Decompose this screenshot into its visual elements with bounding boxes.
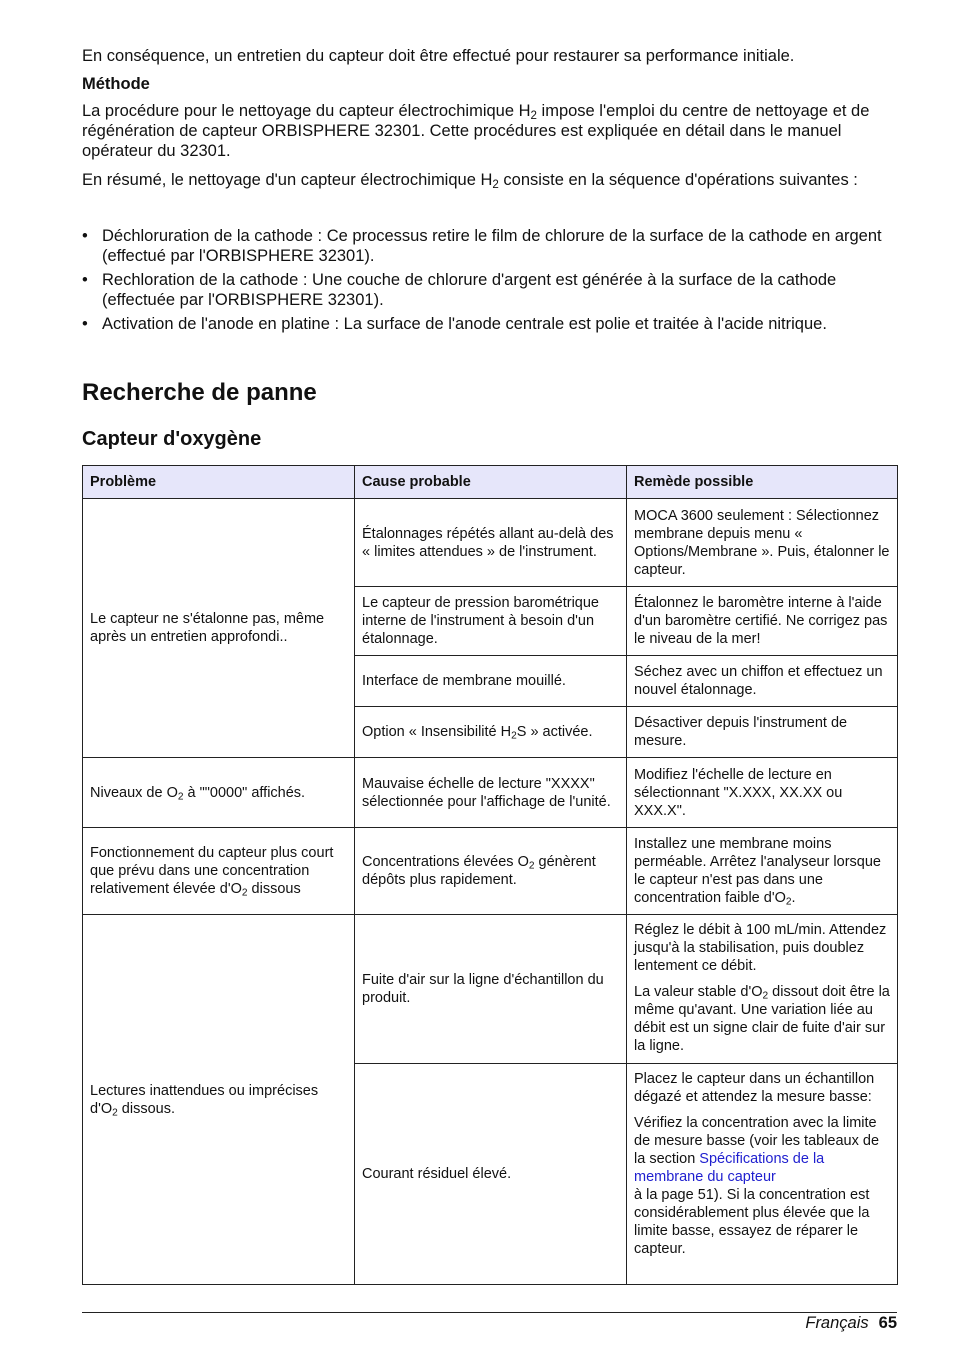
text-run: impose l'emploi du centre de nettoyage et de régénération de capteur ORBISPHERE 32301. Cette procédures est expliquée en détail dans le manuel opérateur du 32301. bbox=[82, 102, 870, 160]
text-run: S » activée. bbox=[516, 724, 593, 740]
remedy-cell: MOCA 3600 seulement : Sélectionnez membrane depuis menu « Options/Membrane ». Puis, étalonner le capteur. bbox=[627, 499, 898, 587]
problem-cell bbox=[83, 828, 355, 915]
table-row bbox=[83, 828, 898, 915]
subsection-heading: Capteur d'oxygène bbox=[82, 428, 262, 450]
methode-heading: Méthode bbox=[82, 75, 150, 93]
header-cause: Cause probable bbox=[355, 466, 627, 499]
cause-cell: Courant résiduel élevé. bbox=[355, 1064, 627, 1285]
text-run: consiste en la séquence d'opérations suivantes : bbox=[498, 171, 858, 189]
text-run: La procédure pour le nettoyage du capteur électrochimique H bbox=[82, 102, 531, 120]
remedy-paragraph: Réglez le débit à 100 mL/min. Attendez jusqu'à la stabilisation, puis doublez lentement ce débit. bbox=[634, 922, 887, 974]
list-item-text: Déchloruration de la cathode : Ce processus retire le film de chlorure de la surface de la cathode en argent (effectué par l'ORBISPHERE 32301). bbox=[102, 227, 882, 265]
cause-cell: Étalonnages répétés allant au-delà des « limites attendues » de l'instrument. bbox=[355, 499, 627, 587]
remedy-cell bbox=[627, 828, 898, 915]
table-row bbox=[83, 499, 898, 587]
cause-cell: Fuite d'air sur la ligne d'échantillon du produit. bbox=[355, 915, 627, 1064]
text-run: La valeur stable d'O bbox=[634, 984, 763, 1000]
remedy-cell bbox=[627, 915, 898, 1064]
list-item bbox=[82, 226, 897, 266]
text-run: Installez une membrane moins perméable. Arrêtez l'analyseur lorsque le capteur n'est pas dans une concentration faible d'O bbox=[634, 836, 881, 906]
footer-divider bbox=[82, 1312, 897, 1313]
subscript: 2 bbox=[241, 887, 248, 899]
table-row bbox=[83, 758, 898, 828]
remedy-cell: Étalonnez le baromètre interne à l'aide d'un baromètre certifié. Ne corrigez pas le niveau de la mer! bbox=[627, 587, 898, 656]
subscript: 2 bbox=[112, 1107, 118, 1119]
remedy-paragraph: Placez le capteur dans un échantillon dégazé et attendez la mesure basse: bbox=[634, 1071, 875, 1105]
text-run: à la page 51). Si la concentration est considérablement plus élevée que la limite basse, essayez de réparer le capteur. bbox=[634, 1187, 870, 1257]
cause-cell: Interface de membrane mouillé. bbox=[355, 656, 627, 707]
remedy-cell: Désactiver depuis l'instrument de mesure. bbox=[627, 707, 898, 758]
problem-cell bbox=[83, 915, 355, 1285]
subscript: 2 bbox=[762, 990, 769, 1002]
problem-cell bbox=[83, 758, 355, 828]
text-run: En résumé, le nettoyage d'un capteur électrochimique H bbox=[82, 171, 493, 189]
cause-cell: Le capteur de pression barométrique interne de l'instrument à besoin d'un étalonnage. bbox=[355, 587, 627, 656]
text-run: génèrent dépôts plus rapidement. bbox=[362, 854, 596, 888]
cause-cell: Mauvaise échelle de lecture "XXXX" sélectionnée pour l'affichage de l'unité. bbox=[355, 758, 627, 828]
list-item-text: Rechloration de la cathode : Une couche de chlorure d'argent est générée à la surface de la cathode (effectuée par l'ORBISPHERE 32301). bbox=[102, 271, 837, 309]
text-run: Concentrations élevées O bbox=[362, 854, 529, 870]
text-run: Option « Insensibilité H bbox=[362, 724, 512, 740]
remedy-paragraph bbox=[634, 1114, 890, 1258]
subscript: 2 bbox=[528, 860, 535, 872]
operations-list bbox=[82, 226, 897, 338]
text-run: dissous. bbox=[117, 1100, 175, 1117]
text-run: dissous bbox=[247, 881, 301, 897]
text-run: . bbox=[791, 890, 796, 906]
membrane-specs-link[interactable]: Spécifications de la membrane du capteur bbox=[634, 1151, 825, 1185]
text-run: Vérifiez la concentration avec la limite de mesure basse (voir les tableaux de la section bbox=[634, 1115, 880, 1167]
remedy-cell: Modifiez l'échelle de lecture en sélectionnant "X.XXX, XX.XX ou XXX.X". bbox=[627, 758, 898, 828]
summary-paragraph bbox=[82, 170, 897, 190]
bullet-glyph: • bbox=[82, 315, 88, 333]
table-header-row bbox=[83, 466, 898, 499]
cause-cell bbox=[355, 828, 627, 915]
section-heading: Recherche de panne bbox=[82, 379, 317, 406]
problem-cell: Le capteur ne s'étalonne pas, même après un entretien approfondi.. bbox=[83, 499, 355, 758]
page-footer bbox=[805, 1313, 897, 1333]
text-run: Fonctionnement du capteur plus court que prévu dans une concentration relativement élevée d'O bbox=[90, 845, 334, 897]
header-probleme: Problème bbox=[83, 466, 355, 499]
troubleshooting-table bbox=[82, 465, 898, 1285]
text-run: dissout doit être la même qu'avant. Une variation liée au débit est un signe clair de fuite d'air sur la ligne. bbox=[634, 984, 890, 1054]
text-run: Lectures inattendues ou imprécises d'O bbox=[90, 1082, 319, 1117]
remedy-cell: Séchez avec un chiffon et effectuez un nouvel étalonnage. bbox=[627, 656, 898, 707]
page-number: 65 bbox=[878, 1314, 897, 1332]
header-remede: Remède possible bbox=[627, 466, 898, 499]
cause-cell bbox=[355, 707, 627, 758]
text-run: Niveaux de O bbox=[90, 784, 178, 801]
subscript: 2 bbox=[530, 109, 537, 122]
subscript: 2 bbox=[785, 896, 792, 908]
procedure-paragraph bbox=[82, 101, 897, 161]
bullet-glyph: • bbox=[82, 271, 88, 289]
footer-language: Français bbox=[805, 1314, 869, 1332]
list-item bbox=[82, 314, 897, 334]
list-item-text: Activation de l'anode en platine : La surface de l'anode centrale est polie et traitée à l'acide nitrique. bbox=[102, 315, 827, 333]
list-item bbox=[82, 270, 897, 310]
remedy-cell bbox=[627, 1064, 898, 1285]
text-run: à ""0000" affichés. bbox=[183, 784, 306, 801]
subscript: 2 bbox=[177, 791, 184, 803]
subscript: 2 bbox=[511, 730, 517, 742]
table-row bbox=[83, 915, 898, 1064]
remedy-paragraph bbox=[634, 983, 890, 1055]
bullet-glyph: • bbox=[82, 227, 88, 245]
subscript: 2 bbox=[492, 178, 499, 191]
intro-paragraph: En conséquence, un entretien du capteur doit être effectué pour restaurer sa performance initiale. bbox=[82, 47, 795, 65]
